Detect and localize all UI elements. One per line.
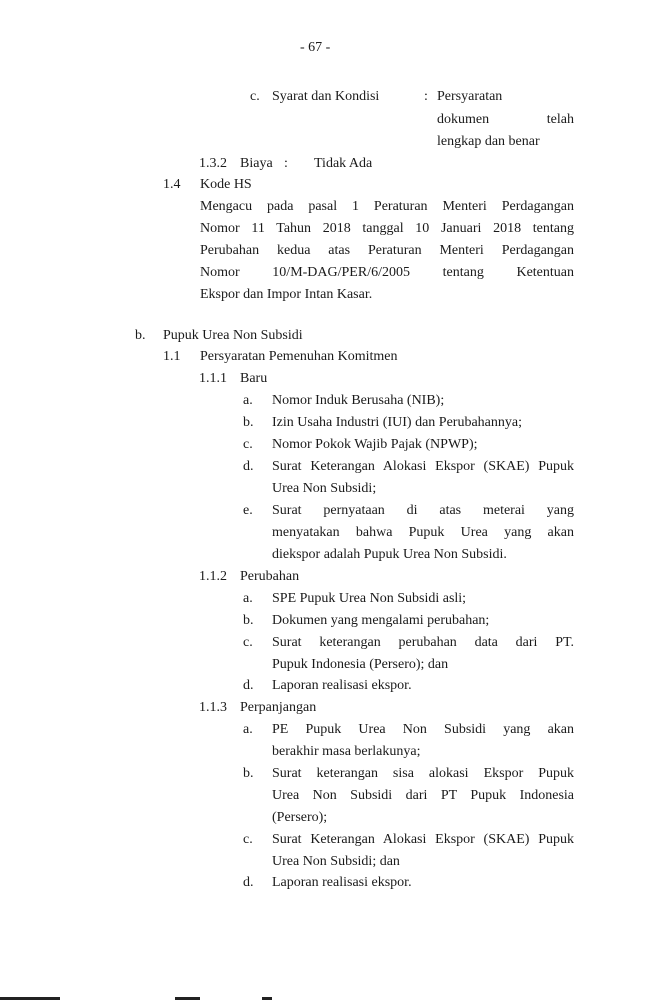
section-number: 1.4: [163, 177, 181, 192]
list-item: Izin Usaha Industri (IUI) dan Perubahannya;: [272, 415, 522, 430]
item-value: Persyaratan: [437, 89, 503, 104]
biaya-value: Tidak Ada: [314, 156, 373, 171]
list-item: Surat Keterangan Alokasi Ekspor (SKAE) Pupuk Urea Non Subsidi;: [272, 459, 574, 496]
biaya-label: Biaya: [240, 156, 273, 171]
item-marker: d.: [243, 678, 254, 693]
list-item: Nomor Induk Berusaha (NIB);: [272, 393, 445, 408]
list-item: SPE Pupuk Urea Non Subsidi asli;: [272, 591, 467, 606]
list-item: Surat keterangan sisa alokasi Ekspor Pupuk Urea Non Subsidi dari PT Pupuk Indonesia (Persero);: [272, 766, 574, 825]
section-title: Kode HS: [200, 177, 252, 192]
list-item: Surat pernyataan di atas meterai yang menyatakan bahwa Pupuk Urea yang akan diekspor adalah Pupuk Urea Non Subsidi.: [272, 503, 574, 562]
section-number: 1.1.2: [199, 569, 227, 584]
colon: :: [424, 89, 428, 104]
list-item: Laporan realisasi ekspor.: [272, 875, 412, 890]
item-marker: a.: [243, 393, 253, 408]
item-marker: c.: [243, 635, 253, 650]
section-title: Baru: [240, 371, 268, 386]
list-item: Surat Keterangan Alokasi Ekspor (SKAE) Pupuk Urea Non Subsidi; dan: [272, 832, 574, 869]
section-number: 1.1.1: [199, 371, 227, 386]
list-item: Surat keterangan perubahan data dari PT. Pupuk Indonesia (Persero); dan: [272, 635, 574, 672]
section-number: 1.1: [163, 349, 181, 364]
section-title: Persyaratan Pemenuhan Komitmen: [200, 349, 398, 364]
colon: :: [284, 156, 288, 171]
item-marker: a.: [243, 591, 253, 606]
item-value: lengkap dan benar: [437, 134, 540, 149]
section-marker: b.: [135, 328, 146, 343]
paragraph: Mengacu pada pasal 1 Peraturan Menteri Perdagangan Nomor 11 Tahun 2018 tanggal 10 Januari 2018 tentang Perubahan kedua atas Peraturan Menteri Perdagangan Nomor 10/M-DAG/PER/6/2005 tentang Ketentuan Ekspor dan Impor Intan Kasar.: [200, 199, 574, 302]
page-number: - 67 -: [300, 40, 331, 55]
item-marker: c.: [250, 89, 260, 104]
item-marker: c.: [243, 832, 253, 847]
item-marker: c.: [243, 437, 253, 452]
section-title: Perpanjangan: [240, 700, 317, 715]
item-label: Syarat dan Kondisi: [272, 89, 380, 104]
section-number: 1.3.2: [199, 156, 227, 171]
section-title: Perubahan: [240, 569, 300, 584]
list-item: Dokumen yang mengalami perubahan;: [272, 613, 490, 628]
section-title: Pupuk Urea Non Subsidi: [163, 328, 303, 343]
list-item: Laporan realisasi ekspor.: [272, 678, 412, 693]
item-value: dokumen telah: [437, 112, 574, 127]
item-marker: d.: [243, 459, 254, 474]
item-marker: e.: [243, 503, 253, 518]
item-marker: b.: [243, 415, 254, 430]
item-marker: b.: [243, 766, 254, 781]
item-marker: d.: [243, 875, 254, 890]
list-item: PE Pupuk Urea Non Subsidi yang akan berakhir masa berlakunya;: [272, 722, 574, 759]
section-number: 1.1.3: [199, 700, 227, 715]
list-item: Nomor Pokok Wajib Pajak (NPWP);: [272, 437, 478, 452]
item-marker: a.: [243, 722, 253, 737]
item-marker: b.: [243, 613, 254, 628]
